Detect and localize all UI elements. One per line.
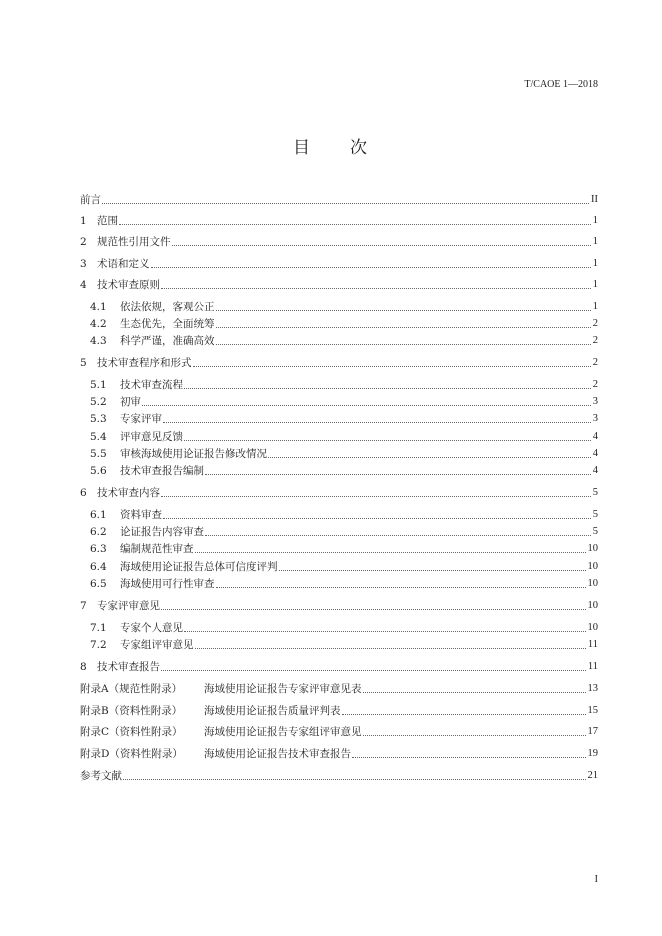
toc-entry-title: 术语和定义 (97, 258, 150, 270)
toc-page-number: 17 (587, 726, 598, 737)
toc-page-number: 5 (592, 509, 598, 520)
toc-page-number: 11 (587, 639, 598, 650)
toc-entry-title: 科学严谨，准确高效 (120, 335, 215, 347)
toc-leader-dots (279, 570, 586, 571)
toc-entry-number: 3 (80, 258, 87, 270)
toc-entry-title: 海域使用论证报告技术审查报告 (204, 748, 351, 760)
toc-leader-dots (119, 224, 591, 225)
toc-page-number: 1 (592, 279, 598, 290)
toc-entry-title: 技术审查原则 (97, 279, 160, 291)
toc-entry (80, 486, 598, 500)
toc-page-number: 5 (592, 526, 598, 537)
toc-entry-title: 技术审查程序和形式 (97, 357, 192, 369)
toc-entry-title: 海域使用可行性审查 (120, 578, 215, 590)
toc-entry-title: 专家评审意见 (97, 600, 160, 612)
toc-entry-number: 6.2 (90, 526, 107, 538)
toc-leader-dots (352, 757, 586, 758)
toc-entry-number: 8 (80, 661, 87, 673)
toc-page-number: 11 (587, 661, 598, 672)
toc-leader-dots (184, 388, 591, 389)
toc-entry-title: 技术审查流程 (120, 379, 183, 391)
toc-entry (80, 278, 598, 292)
toc-leader-dots (205, 535, 591, 536)
toc-subentry (90, 317, 598, 331)
toc-leader-dots (161, 496, 591, 497)
toc-leader-dots (193, 366, 591, 367)
toc-entry-title: 技术审查报告 (97, 661, 160, 673)
toc-entry-title: 技术审查报告编制 (120, 465, 204, 477)
toc-page-number: 15 (587, 705, 598, 716)
toc-leader-dots (161, 288, 591, 289)
toc-entry-number: 7 (80, 600, 87, 612)
toc-entry-title: 专家个人意见 (120, 622, 183, 634)
toc-leader-dots (184, 631, 586, 632)
toc-entry-title: 初审 (120, 396, 141, 408)
toc-entry-number: 7.2 (90, 639, 107, 651)
toc-leader-dots (195, 552, 586, 553)
toc-entry-number: 1 (80, 215, 87, 227)
toc-page-number: 3 (592, 413, 598, 424)
toc-entry-title: 论证报告内容审查 (120, 526, 204, 538)
toc-entry-number: 5.1 (90, 379, 107, 391)
toc-entry-title: 技术审查内容 (97, 487, 160, 499)
toc-subentry (90, 300, 598, 314)
toc-leader-dots (195, 648, 586, 649)
toc-page-number: 4 (592, 465, 598, 476)
toc-entry-number: 4.2 (90, 318, 107, 330)
toc-page-number: 2 (592, 335, 598, 346)
toc-subentry (90, 621, 598, 635)
appendix-label: 附录A（规范性附录） (80, 683, 183, 695)
toc-entry-title: 海域使用论证报告专家组评审意见 (204, 726, 362, 738)
toc-entry-title: 资料审查 (120, 509, 162, 521)
toc-appendix-entry (80, 725, 598, 739)
toc-leader-dots (163, 422, 591, 423)
toc-leader-dots (184, 440, 591, 441)
toc-leader-dots (363, 735, 586, 736)
toc-subentry (90, 334, 598, 348)
toc-leader-dots (102, 203, 589, 204)
toc-appendix-entry (80, 682, 598, 696)
toc-page-number: 1 (592, 258, 598, 269)
toc-appendix-entry (80, 747, 598, 761)
toc-entry-title: 审核海域使用论证报告修改情况 (120, 448, 267, 460)
toc-entry (80, 193, 598, 207)
toc-page-number: 1 (592, 215, 598, 226)
toc-leader-dots (151, 267, 591, 268)
toc-leader-dots (216, 587, 586, 588)
toc-page-number: 4 (592, 448, 598, 459)
toc-subentry (90, 542, 598, 556)
toc-page-number: 2 (592, 318, 598, 329)
toc-leader-dots (161, 670, 586, 671)
toc-subentry (90, 378, 598, 392)
toc-entry-title: 生态优先，全面统筹 (120, 318, 215, 330)
toc-entry-number: 5.5 (90, 448, 107, 460)
toc-subentry (90, 430, 598, 444)
toc-entry-title: 专家组评审意见 (120, 639, 194, 651)
toc-entry-number: 5.6 (90, 465, 107, 477)
toc-entry-number: 4.3 (90, 335, 107, 347)
toc-entry-number: 5.4 (90, 431, 107, 443)
toc-entry (80, 660, 598, 674)
toc-page-number: 21 (587, 770, 598, 781)
toc-entry-title: 海域使用论证报告质量评判表 (204, 705, 341, 717)
toc-entry-title: 依法依规，客观公正 (120, 301, 215, 313)
toc-subentry (90, 577, 598, 591)
toc-subentry (90, 525, 598, 539)
appendix-label: 附录D（资料性附录） (80, 748, 183, 760)
toc-page-number: 10 (587, 600, 598, 611)
toc-entry-title: 规范性引用文件 (97, 236, 171, 248)
toc-entry (80, 356, 598, 370)
toc-leader-dots (342, 714, 586, 715)
toc-page-number: 10 (587, 543, 598, 554)
toc-page-number: 10 (587, 561, 598, 572)
toc-entry-number: 5.2 (90, 396, 107, 408)
toc-entry-title: 评审意见反馈 (120, 431, 183, 443)
toc-page-number: 4 (592, 431, 598, 442)
toc-entry (80, 235, 598, 249)
toc-entry-number: 6 (80, 487, 87, 499)
toc-page-number: 13 (587, 683, 598, 694)
toc-page-number: 5 (592, 487, 598, 498)
toc-entry-title: 海域使用论证报告专家评审意见表 (204, 683, 362, 695)
toc-entry-number: 6.4 (90, 561, 107, 573)
toc-entry-number: 5 (80, 357, 87, 369)
toc-entry-number: 6.1 (90, 509, 107, 521)
toc-subentry (90, 395, 598, 409)
toc-leader-dots (268, 457, 591, 458)
toc-entry-title: 专家评审 (120, 413, 162, 425)
toc-leader-dots (216, 327, 591, 328)
page-title: 目 次 (293, 138, 369, 158)
appendix-label: 附录B（资料性附录） (80, 705, 183, 717)
toc-leader-dots (363, 692, 586, 693)
toc-entry-number: 6.5 (90, 578, 107, 590)
toc-leader-dots (163, 518, 591, 519)
toc-page-number: 10 (587, 578, 598, 589)
toc-subentry (90, 412, 598, 426)
footer-page-number: I (594, 874, 598, 885)
toc-leader-dots (142, 405, 591, 406)
toc-leader-dots (172, 245, 591, 246)
toc-entry (80, 257, 598, 271)
toc-entry-title: 海域使用论证报告总体可信度评判 (120, 561, 278, 573)
toc-entry-number: 2 (80, 236, 87, 248)
toc-subentry (90, 638, 598, 652)
toc-entry (80, 599, 598, 613)
toc-entry-title: 范围 (97, 215, 118, 227)
toc-leader-dots (216, 344, 591, 345)
toc-entry-title: 编制规范性审查 (120, 543, 194, 555)
document-code: T/CAOE 1—2018 (524, 79, 598, 90)
toc-page-number: 10 (587, 622, 598, 633)
toc-subentry (90, 508, 598, 522)
toc-entry-number: 7.1 (90, 622, 107, 634)
toc-entry (80, 214, 598, 228)
toc-appendix-entry (80, 704, 598, 718)
toc-entry-title: 前言 (80, 194, 101, 206)
toc-entry-number: 4.1 (90, 301, 107, 313)
toc-leader-dots (216, 310, 591, 311)
toc-entry-number: 4 (80, 279, 87, 291)
toc-subentry (90, 464, 598, 478)
toc-page-number: II (591, 194, 598, 205)
toc-entry-number: 5.3 (90, 413, 107, 425)
toc-page-number: 19 (587, 748, 598, 759)
appendix-label: 附录C（资料性附录） (80, 726, 183, 738)
toc-page-number: 2 (592, 379, 598, 390)
toc-entry-title: 参考文献 (80, 770, 122, 782)
toc-page-number: 1 (592, 236, 598, 247)
toc-subentry (90, 447, 598, 461)
toc-page-number: 1 (592, 301, 598, 312)
toc-leader-dots (123, 779, 586, 780)
toc-entry (80, 769, 598, 783)
toc-leader-dots (161, 609, 586, 610)
toc-page-number: 3 (592, 396, 598, 407)
toc-leader-dots (205, 474, 591, 475)
toc-subentry (90, 560, 598, 574)
toc-entry-number: 6.3 (90, 543, 107, 555)
toc-page-number: 2 (592, 357, 598, 368)
